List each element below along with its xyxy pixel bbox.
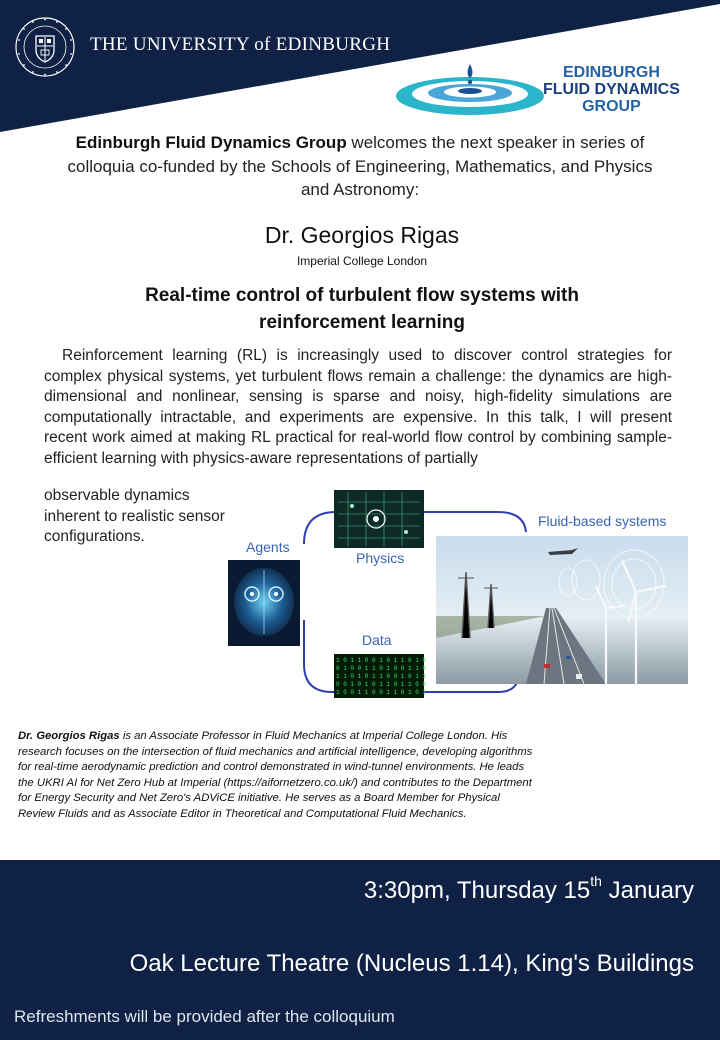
data-label: Data (362, 632, 392, 648)
refreshments-note: Refreshments will be provided after the colloquium (14, 1007, 395, 1026)
speaker-name: Dr. Georgios Rigas (264, 222, 460, 248)
event-datetime (0, 873, 694, 905)
abstract-paragraph: Reinforcement learning (RL) is increasingly used to discover control strategies for complex physical systems, yet turbulent flows remain a challenge: the dynamics are high-dimensional and nonlinear, sensing is sparse and noisy, high-fidelity simulations are computationally intractable, and experiments are expensive. In this talk, I will present recent work aimed at making RL practical for real-world flow control by combining sample-efficient learning with physics-aware representations of partially (44, 347, 672, 467)
svg-text:0 1 0 0 1 1 0 1 0 0 1 1 0: 0 1 0 0 1 1 0 1 0 0 1 1 0 (336, 665, 427, 672)
svg-text:0 0 1 0 1 0 1 1 0 1 1 0 0: 0 0 1 0 1 0 1 1 0 1 1 0 0 (336, 681, 427, 688)
loop-line (304, 620, 334, 692)
university-crest-icon (14, 16, 76, 78)
physics-label: Physics (356, 550, 405, 566)
time-superscript: th (590, 873, 602, 889)
speaker-bio (18, 729, 538, 823)
speaker-affiliation: Imperial College London (296, 254, 428, 268)
intro-paragraph (60, 131, 660, 202)
bio-text: is an Associate Professor in Fluid Mechanics at Imperial College London. His research focuses on the intersection of fluid mechanics and artificial intelligence, developing algorithms for real-time aerodynamic prediction and control demonstrated in wind-tunnel environments. He leads the UKRI AI for Net Zero Hub at Imperial (https://aifornetzero.co.uk/) and contributes to the Department for Energy Security and Net Zero's ADViCE initiative. He serves as a Board Member for Physical Review Fluids and as Associate Editor in Theoretical and Computational Fluid Mechanics. (18, 730, 533, 820)
abstract-tail: observable dynamics inherent to realistic sensor configurations. (44, 487, 225, 545)
group-logo-line-1: EDINBURGH (563, 64, 660, 81)
agents-label: Agents (246, 539, 290, 555)
time-suffix: January (601, 877, 694, 904)
event-venue: Oak Lecture Theatre (Nucleus 1.14), King's Buildings (129, 950, 694, 977)
svg-text:1 0 0 1 1 0 0 1 1 0 1 0 1: 1 0 0 1 1 0 0 1 1 0 1 0 1 (336, 689, 427, 696)
loop-line (424, 512, 526, 532)
time-prefix: 3:30pm, Thursday 15 (363, 877, 591, 904)
intro-group-name: Edinburgh Fluid Dynamics Group (75, 133, 347, 152)
group-logo-line-3: GROUP (582, 98, 641, 115)
bio-name: Dr. Georgios Rigas (18, 730, 120, 742)
loop-line (304, 512, 336, 544)
agents-brain-image (228, 560, 300, 646)
physics-image (334, 490, 424, 548)
rl-flow-diagram (226, 488, 688, 698)
svg-text:1 0 1 1 0 0 1 0 1 1 0 1 0: 1 0 1 1 0 0 1 0 1 1 0 1 0 (336, 657, 427, 664)
svg-text:1 1 0 1 0 1 1 0 0 1 0 1 1: 1 1 0 1 0 1 1 0 0 1 0 1 1 (336, 673, 427, 680)
talk-title: Real-time control of turbulent flow systems with reinforcement learning (145, 285, 579, 333)
university-name: THE UNIVERSITY of EDINBURGH (90, 34, 391, 55)
fluid-systems-image (436, 536, 688, 684)
group-logo-line-2: FLUID DYNAMICS (543, 81, 680, 98)
data-matrix-image (334, 654, 426, 698)
group-logo-text (543, 64, 680, 115)
intro-text: welcomes the next speaker in series of colloquia co-funded by the Schools of Engineering, Mathematics, and Physics and Astronomy: (67, 133, 653, 199)
fluid-systems-label: Fluid-based systems (538, 513, 667, 529)
